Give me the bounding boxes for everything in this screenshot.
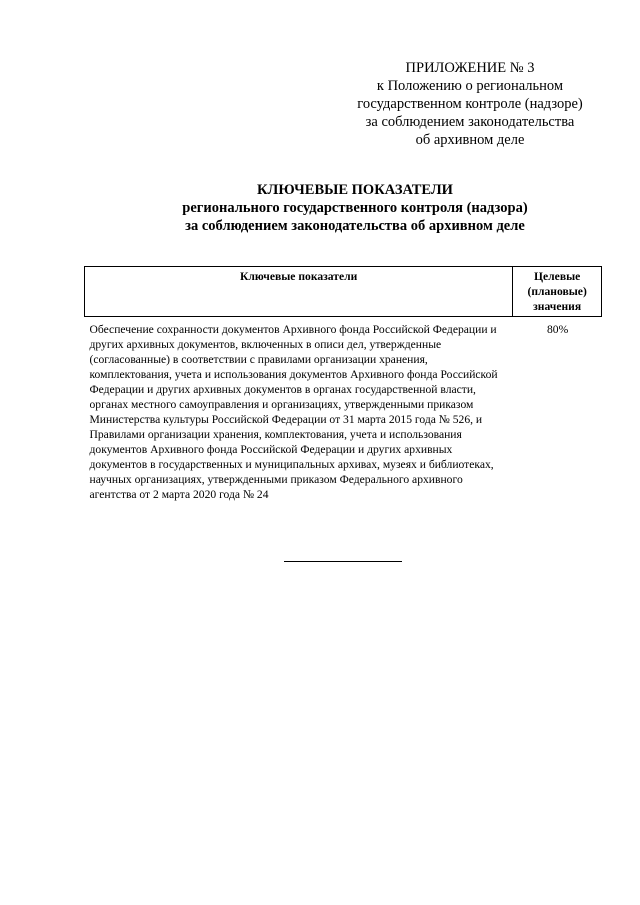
annex-ref-line: к Положению о региональном — [376, 78, 564, 94]
header-target-line: значения — [533, 300, 582, 313]
header-target-line: Целевые — [534, 270, 581, 283]
title-subline: за соблюдением законодательства об архивном деле — [185, 218, 525, 234]
annex-heading — [340, 59, 600, 149]
indicator-text: Обеспечение сохранности документов Архивного фонда Российской Федерации и других архивных документов, включенных в описи дел, утвержденные (согласованные) в соответствии с правилами организации хранения, комплектования, учета и использования документов Архивного фонда Российской Федерации и других архивных документов в органах государственной власти, органах местного самоуправления и организациях, утвержденными приказом Министерства культуры Российской Федерации от 31 марта 2015 года № 526, и Правилами организации хранения, комплектования, учета и использования документов Архивного фонда Российской Федерации и других архивных документов в государственных и муниципальных архивах, музеях и библиотеках, научных организациях, утвержденными приказом Федерального архивного агентства от 2 марта 2020 года № 24 — [89, 323, 498, 501]
title-main: КЛЮЧЕВЫЕ ПОКАЗАТЕЛИ — [257, 182, 453, 198]
annex-ref-line: об архивном деле — [415, 132, 525, 148]
table-row — [85, 317, 602, 503]
document-title — [60, 181, 640, 235]
header-indicator: Ключевые показатели — [85, 267, 513, 317]
closing-separator-line — [284, 561, 402, 562]
key-indicators-table — [84, 266, 602, 502]
header-target-line: (плановые) — [527, 285, 587, 298]
table-header-row — [85, 267, 602, 317]
annex-number: ПРИЛОЖЕНИЕ № 3 — [405, 60, 535, 76]
title-subline: регионального государственного контроля (надзора) — [182, 200, 528, 216]
target-value: 80% — [547, 323, 569, 336]
annex-ref-line: за соблюдением законодательства — [365, 114, 575, 130]
annex-ref-line: государственном контроле (надзоре) — [357, 96, 583, 112]
header-target-values — [513, 267, 602, 317]
